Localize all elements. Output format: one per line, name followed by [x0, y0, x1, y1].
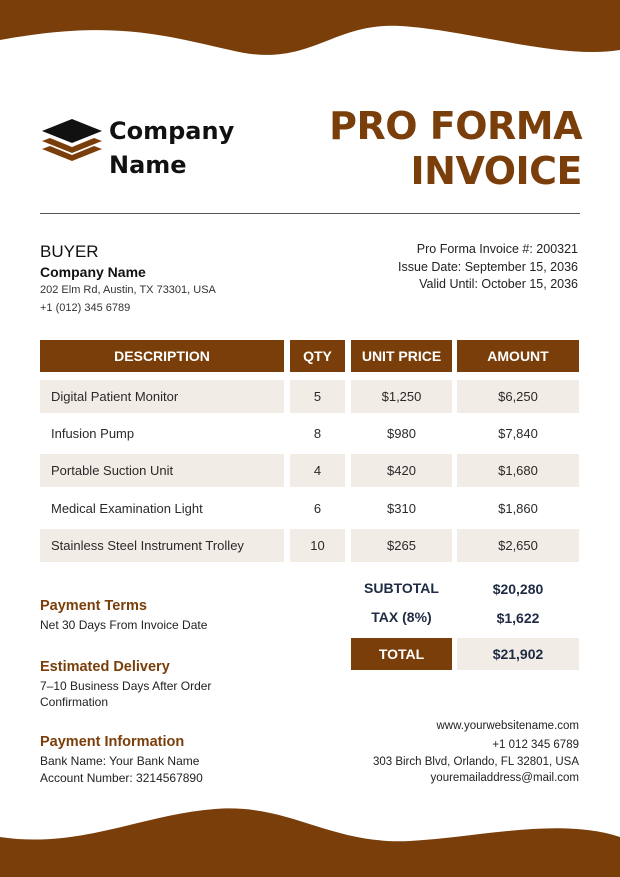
- cell-description: Infusion Pump: [51, 426, 135, 441]
- cell-unit-price: $980: [387, 426, 416, 441]
- cell-amount: $1,860: [498, 501, 538, 516]
- contact-email[interactable]: youremailaddress@mail.com: [430, 772, 579, 784]
- subtotal-label: SUBTOTAL: [364, 580, 439, 596]
- cell-description: Portable Suction Unit: [40, 454, 284, 487]
- cell-description: Stainless Steel Instrument Trolley: [40, 529, 284, 562]
- header-divider: [40, 213, 580, 214]
- cell-unit-price: $310: [387, 501, 416, 516]
- buyer-address: 202 Elm Rd, Austin, TX 73301, USA: [40, 284, 216, 296]
- document-title-line2: INVOICE: [410, 149, 582, 193]
- buyer-company: Company Name: [40, 264, 146, 280]
- total-value: $21,902: [457, 638, 579, 670]
- cell-qty: 6: [313, 501, 322, 516]
- cell-qty: 8: [313, 426, 322, 441]
- cell-unit-price: $1,250: [351, 380, 452, 413]
- subtotal-value: $20,280: [492, 581, 544, 597]
- payment-terms-text: Net 30 Days From Invoice Date: [40, 618, 208, 632]
- company-name: [109, 114, 279, 182]
- total-label: TOTAL: [351, 638, 452, 670]
- cell-qty: 4: [290, 454, 345, 487]
- account-number: Account Number: 3214567890: [40, 771, 203, 785]
- cell-amount: $2,650: [457, 529, 579, 562]
- contact-website[interactable]: www.yourwebsitename.com: [436, 720, 579, 732]
- cell-amount: $6,250: [457, 380, 579, 413]
- column-header-amount: AMOUNT: [457, 340, 579, 372]
- column-header-unit-price: UNIT PRICE: [351, 340, 452, 372]
- contact-address: 303 Birch Blvd, Orlando, FL 32801, USA: [372, 756, 579, 768]
- payment-terms-heading: Payment Terms: [40, 598, 147, 614]
- top-wave-decoration: [0, 0, 620, 80]
- cell-description: Medical Examination Light: [51, 501, 203, 516]
- estimated-delivery-line2: Confirmation: [40, 695, 109, 709]
- company-name-line2: Name: [109, 151, 187, 179]
- document-title: [282, 104, 582, 194]
- cell-amount: $1,680: [457, 454, 579, 487]
- cell-unit-price: $265: [351, 529, 452, 562]
- cell-qty: 5: [290, 380, 345, 413]
- cell-unit-price: $420: [351, 454, 452, 487]
- buyer-heading: BUYER: [40, 242, 99, 261]
- payment-information-heading: Payment Information: [40, 734, 185, 750]
- column-header-description: DESCRIPTION: [40, 340, 284, 372]
- cell-qty: 10: [290, 529, 345, 562]
- column-header-qty: QTY: [290, 340, 345, 372]
- issue-date: Issue Date: September 15, 2036: [398, 260, 578, 274]
- bank-name: Bank Name: Your Bank Name: [40, 754, 200, 768]
- estimated-delivery-heading: Estimated Delivery: [40, 659, 170, 675]
- tax-label: TAX (8%): [371, 609, 432, 625]
- invoice-number: Pro Forma Invoice #: 200321: [416, 242, 578, 256]
- tax-value: $1,622: [496, 610, 540, 626]
- contact-phone: +1 012 345 6789: [492, 739, 579, 751]
- bottom-wave-decoration: [0, 797, 620, 877]
- valid-until: Valid Until: October 15, 2036: [419, 277, 578, 291]
- cell-description: Digital Patient Monitor: [40, 380, 284, 413]
- document-title-line1: PRO FORMA: [329, 104, 582, 148]
- estimated-delivery-line1: 7–10 Business Days After Order: [40, 679, 212, 693]
- cell-amount: $7,840: [498, 426, 538, 441]
- buyer-phone: +1 (012) 345 6789: [40, 302, 131, 314]
- stacked-layers-icon: [40, 115, 104, 175]
- company-name-line1: Company: [109, 117, 235, 145]
